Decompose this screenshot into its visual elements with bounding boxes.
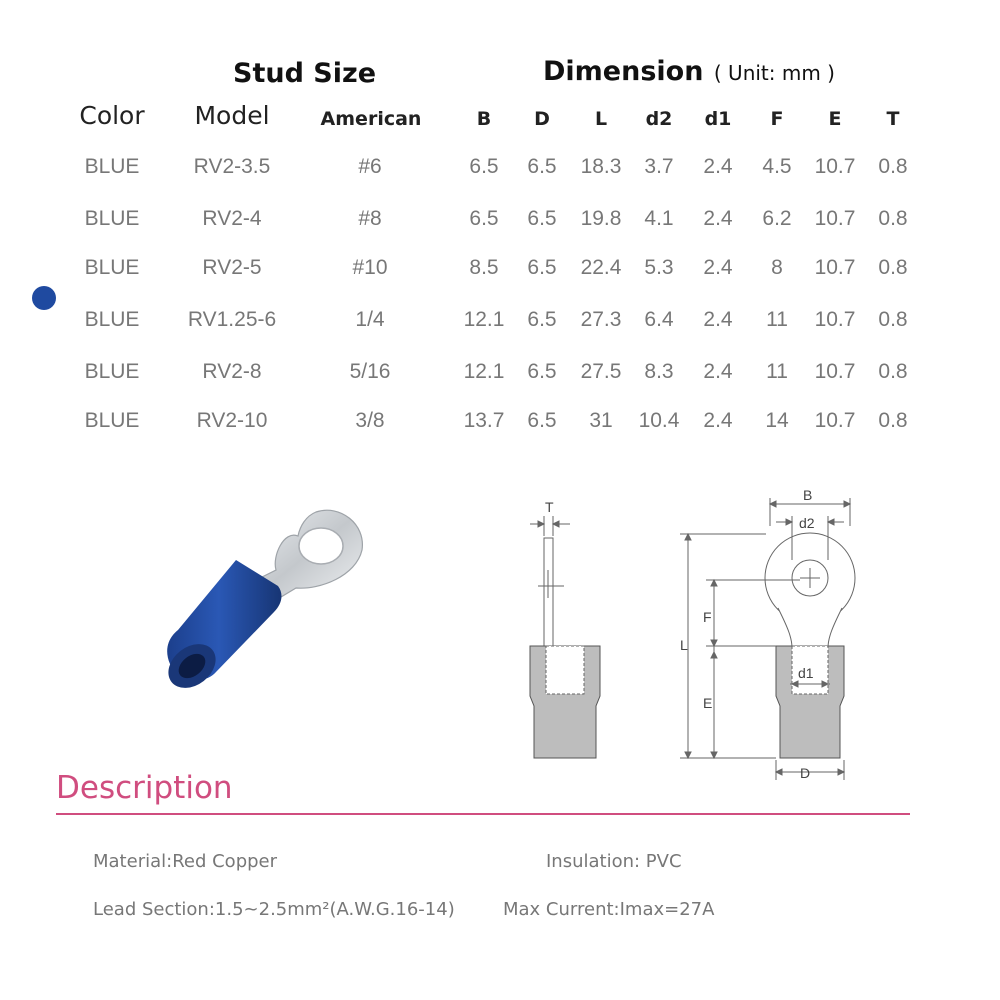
header-dim-7: T bbox=[886, 108, 900, 130]
header-dim-0: B bbox=[476, 108, 492, 130]
label-d2: d2 bbox=[799, 515, 815, 531]
insulation-text: Insulation: PVC bbox=[546, 851, 682, 872]
row-2-dim-0: 8.5 bbox=[469, 256, 499, 279]
header-dim-1: D bbox=[534, 108, 550, 130]
header-color: Color bbox=[79, 101, 145, 130]
row-1-dim-2: 19.8 bbox=[580, 207, 622, 230]
dimension-drawing bbox=[500, 488, 880, 788]
description-divider bbox=[56, 813, 910, 815]
row-3-dim-5: 11 bbox=[766, 308, 788, 331]
material-text: Material:Red Copper bbox=[93, 851, 278, 872]
row-2-dim-4: 2.4 bbox=[703, 256, 733, 279]
row-0-model: RV2-3.5 bbox=[193, 155, 271, 178]
row-3-dim-2: 27.3 bbox=[580, 308, 622, 331]
row-1-dim-4: 2.4 bbox=[703, 207, 733, 230]
row-5-dim-0: 13.7 bbox=[463, 409, 505, 432]
row-4-american: 5/16 bbox=[349, 360, 391, 383]
header-dim-5: F bbox=[770, 108, 784, 130]
label-E: E bbox=[703, 695, 713, 711]
row-1-dim-1: 6.5 bbox=[527, 207, 557, 230]
header-dim-3: d2 bbox=[645, 108, 673, 130]
header-dim-4: d1 bbox=[704, 108, 732, 130]
row-3-dim-4: 2.4 bbox=[703, 308, 733, 331]
row-3-dim-7: 0.8 bbox=[878, 308, 908, 331]
color-swatch bbox=[32, 286, 56, 310]
row-0-dim-5: 4.5 bbox=[762, 155, 792, 178]
row-5-dim-3: 10.4 bbox=[638, 409, 680, 432]
row-2-dim-5: 8 bbox=[771, 256, 783, 279]
row-4-dim-2: 27.5 bbox=[580, 360, 622, 383]
header-american: American bbox=[320, 108, 422, 130]
row-1-dim-3: 4.1 bbox=[644, 207, 674, 230]
row-4-dim-6: 10.7 bbox=[814, 360, 856, 383]
row-5-dim-1: 6.5 bbox=[527, 409, 557, 432]
row-0-dim-3: 3.7 bbox=[644, 155, 674, 178]
row-2-dim-2: 22.4 bbox=[580, 256, 622, 279]
label-T: T bbox=[545, 499, 554, 515]
row-1-color: BLUE bbox=[84, 207, 140, 230]
label-L: L bbox=[680, 637, 688, 653]
label-F: F bbox=[703, 609, 712, 625]
row-2-model: RV2-5 bbox=[202, 256, 262, 279]
row-3-dim-0: 12.1 bbox=[463, 308, 505, 331]
row-2-dim-7: 0.8 bbox=[878, 256, 908, 279]
row-5-dim-5: 14 bbox=[765, 409, 789, 432]
header-dim-2: L bbox=[594, 108, 608, 130]
row-0-dim-4: 2.4 bbox=[703, 155, 733, 178]
lead-section-text: Lead Section:1.5~2.5mm²(A.W.G.16-14) bbox=[93, 899, 455, 920]
row-2-american: #10 bbox=[352, 256, 388, 279]
row-0-dim-2: 18.3 bbox=[580, 155, 622, 178]
row-2-color: BLUE bbox=[84, 256, 140, 279]
row-2-dim-3: 5.3 bbox=[644, 256, 674, 279]
row-0-dim-0: 6.5 bbox=[469, 155, 499, 178]
row-1-dim-0: 6.5 bbox=[469, 207, 499, 230]
header-model: Model bbox=[194, 101, 270, 130]
dimension-heading bbox=[543, 56, 835, 87]
row-0-dim-7: 0.8 bbox=[878, 155, 908, 178]
row-0-dim-6: 10.7 bbox=[814, 155, 856, 178]
header-dim-6: E bbox=[828, 108, 842, 130]
row-4-color: BLUE bbox=[84, 360, 140, 383]
row-1-dim-6: 10.7 bbox=[814, 207, 856, 230]
row-4-dim-3: 8.3 bbox=[644, 360, 674, 383]
row-0-color: BLUE bbox=[84, 155, 140, 178]
stud-size-heading: Stud Size bbox=[233, 58, 377, 89]
row-5-dim-4: 2.4 bbox=[703, 409, 733, 432]
row-4-dim-4: 2.4 bbox=[703, 360, 733, 383]
row-5-american: 3/8 bbox=[355, 409, 385, 432]
row-3-dim-6: 10.7 bbox=[814, 308, 856, 331]
row-1-american: #8 bbox=[358, 207, 382, 230]
ring-hole bbox=[299, 528, 343, 564]
row-1-model: RV2-4 bbox=[202, 207, 262, 230]
row-5-color: BLUE bbox=[84, 409, 140, 432]
row-4-dim-5: 11 bbox=[766, 360, 788, 383]
row-4-model: RV2-8 bbox=[202, 360, 262, 383]
row-4-dim-1: 6.5 bbox=[527, 360, 557, 383]
row-5-dim-2: 31 bbox=[589, 409, 613, 432]
dimension-title: Dimension bbox=[543, 56, 704, 87]
max-current-text: Max Current:Imax=27A bbox=[503, 899, 715, 920]
row-4-dim-0: 12.1 bbox=[463, 360, 505, 383]
row-3-american: 1/4 bbox=[355, 308, 385, 331]
label-B: B bbox=[803, 488, 813, 503]
unit-label: ( Unit: mm ) bbox=[713, 61, 835, 85]
row-4-dim-7: 0.8 bbox=[878, 360, 908, 383]
row-1-dim-5: 6.2 bbox=[762, 207, 792, 230]
row-3-color: BLUE bbox=[84, 308, 140, 331]
row-3-dim-1: 6.5 bbox=[527, 308, 557, 331]
row-1-dim-7: 0.8 bbox=[878, 207, 908, 230]
row-5-model: RV2-10 bbox=[196, 409, 268, 432]
row-5-dim-6: 10.7 bbox=[814, 409, 856, 432]
label-d1: d1 bbox=[798, 665, 814, 681]
label-D: D bbox=[800, 765, 811, 781]
row-0-dim-1: 6.5 bbox=[527, 155, 557, 178]
ring-terminal-photo bbox=[150, 490, 390, 730]
row-2-dim-6: 10.7 bbox=[814, 256, 856, 279]
row-0-american: #6 bbox=[358, 155, 382, 178]
drawing-lines bbox=[530, 498, 855, 780]
row-2-dim-1: 6.5 bbox=[527, 256, 557, 279]
description-title: Description bbox=[56, 770, 233, 806]
row-5-dim-7: 0.8 bbox=[878, 409, 908, 432]
row-3-dim-3: 6.4 bbox=[644, 308, 674, 331]
row-3-model: RV1.25-6 bbox=[187, 308, 277, 331]
